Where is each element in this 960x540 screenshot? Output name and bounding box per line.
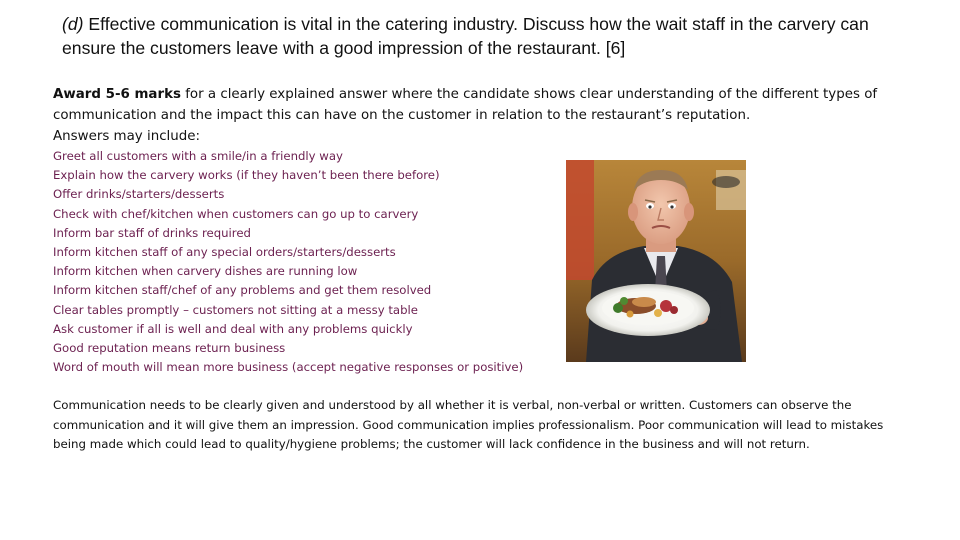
answer-item: Inform bar staff of drinks required bbox=[53, 225, 251, 240]
answer-item: Ask customer if all is well and deal with any problems quickly bbox=[53, 321, 413, 336]
question-body: Effective communication is vital in the catering industry. Discuss how the wait staff in the carvery can ensure the customers leave with a good impression of the restaurant. [6] bbox=[62, 14, 869, 58]
mark-scheme-award bbox=[53, 84, 933, 147]
answer-item: Good reputation means return business bbox=[53, 341, 286, 356]
question-text bbox=[62, 12, 922, 60]
question-number: (d) bbox=[62, 14, 84, 34]
answers-intro: Answers may include: bbox=[53, 129, 201, 144]
answer-item: Inform kitchen staff of any special orders/starters/desserts bbox=[53, 245, 396, 260]
award-marks: Award 5-6 marks bbox=[53, 87, 181, 102]
answer-item: Check with chef/kitchen when customers can go up to carvery bbox=[53, 206, 419, 221]
answer-item: Word of mouth will mean more business (accept negative responses or positive) bbox=[53, 360, 524, 375]
customer-with-plate-photo bbox=[566, 160, 746, 362]
answer-list bbox=[53, 147, 523, 377]
award-description: for a clearly explained answer where the candidate shows clear understanding of the different types of communication and the impact this can have on the customer in relation to the restaurant’s reputation. bbox=[53, 87, 878, 123]
answer-item: Greet all customers with a smile/in a friendly way bbox=[53, 149, 343, 163]
summary-paragraph: Communication needs to be clearly given and understood by all whether it is verbal, non-verbal or written. Customers can observe the communication and it will give them an impression. Good communication implies professionalism. Poor communication will lead to mistakes being made which could lead to quality/hygiene problems; the customer will lack confidence in the business and will not return. bbox=[53, 398, 884, 451]
answer-item: Offer drinks/starters/desserts bbox=[53, 187, 225, 202]
answer-item: Explain how the carvery works (if they haven’t been there before) bbox=[53, 168, 440, 183]
answer-item: Inform kitchen when carvery dishes are running low bbox=[53, 264, 358, 279]
answer-item: Inform kitchen staff/chef of any problems and get them resolved bbox=[53, 283, 432, 298]
answer-item: Clear tables promptly – customers not sitting at a messy table bbox=[53, 302, 418, 317]
